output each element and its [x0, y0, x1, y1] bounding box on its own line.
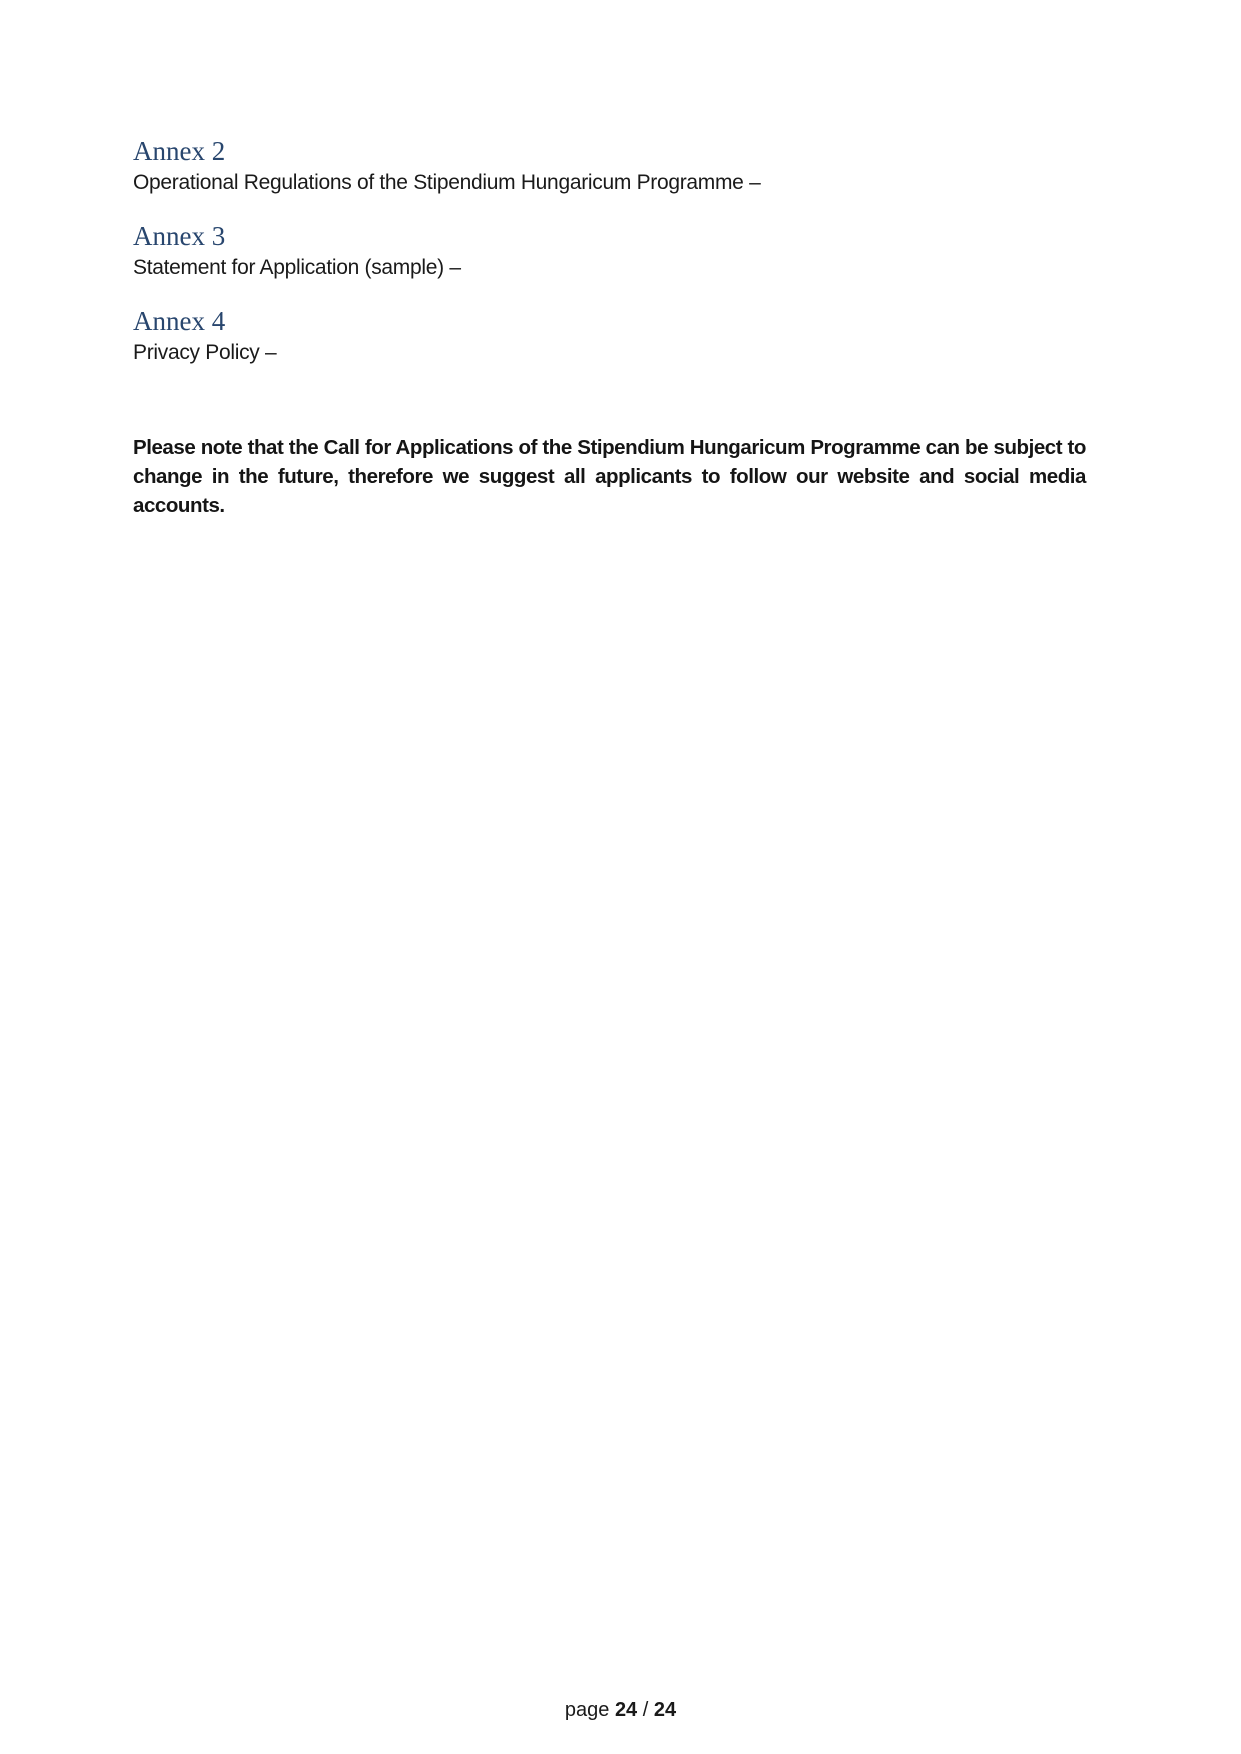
page-footer	[0, 1698, 1241, 1722]
annex-section-2	[133, 136, 1086, 197]
annex-4-description: Privacy Policy –	[133, 341, 277, 364]
annex-2-heading: Annex 2	[133, 136, 226, 166]
annex-section-3	[133, 221, 1086, 282]
footer-page-label: page	[564, 1699, 615, 1721]
page-content	[133, 136, 1086, 520]
annex-4-heading: Annex 4	[133, 306, 226, 336]
annex-2-description: Operational Regulations of the Stipendium Hungaricum Programme –	[133, 171, 761, 194]
footer-page-separator: /	[637, 1699, 654, 1721]
annex-section-4	[133, 306, 1086, 367]
change-notice-paragraph: Please note that the Call for Applications of the Stipendium Hungaricum Programme can be subject to change in the future, therefore we suggest all applicants to follow our website and social media accounts.	[133, 436, 1086, 517]
annex-3-description: Statement for Application (sample) –	[133, 256, 461, 279]
footer-total-pages: 24	[653, 1699, 677, 1721]
footer-current-page: 24	[614, 1699, 638, 1721]
annex-3-heading: Annex 3	[133, 221, 226, 251]
